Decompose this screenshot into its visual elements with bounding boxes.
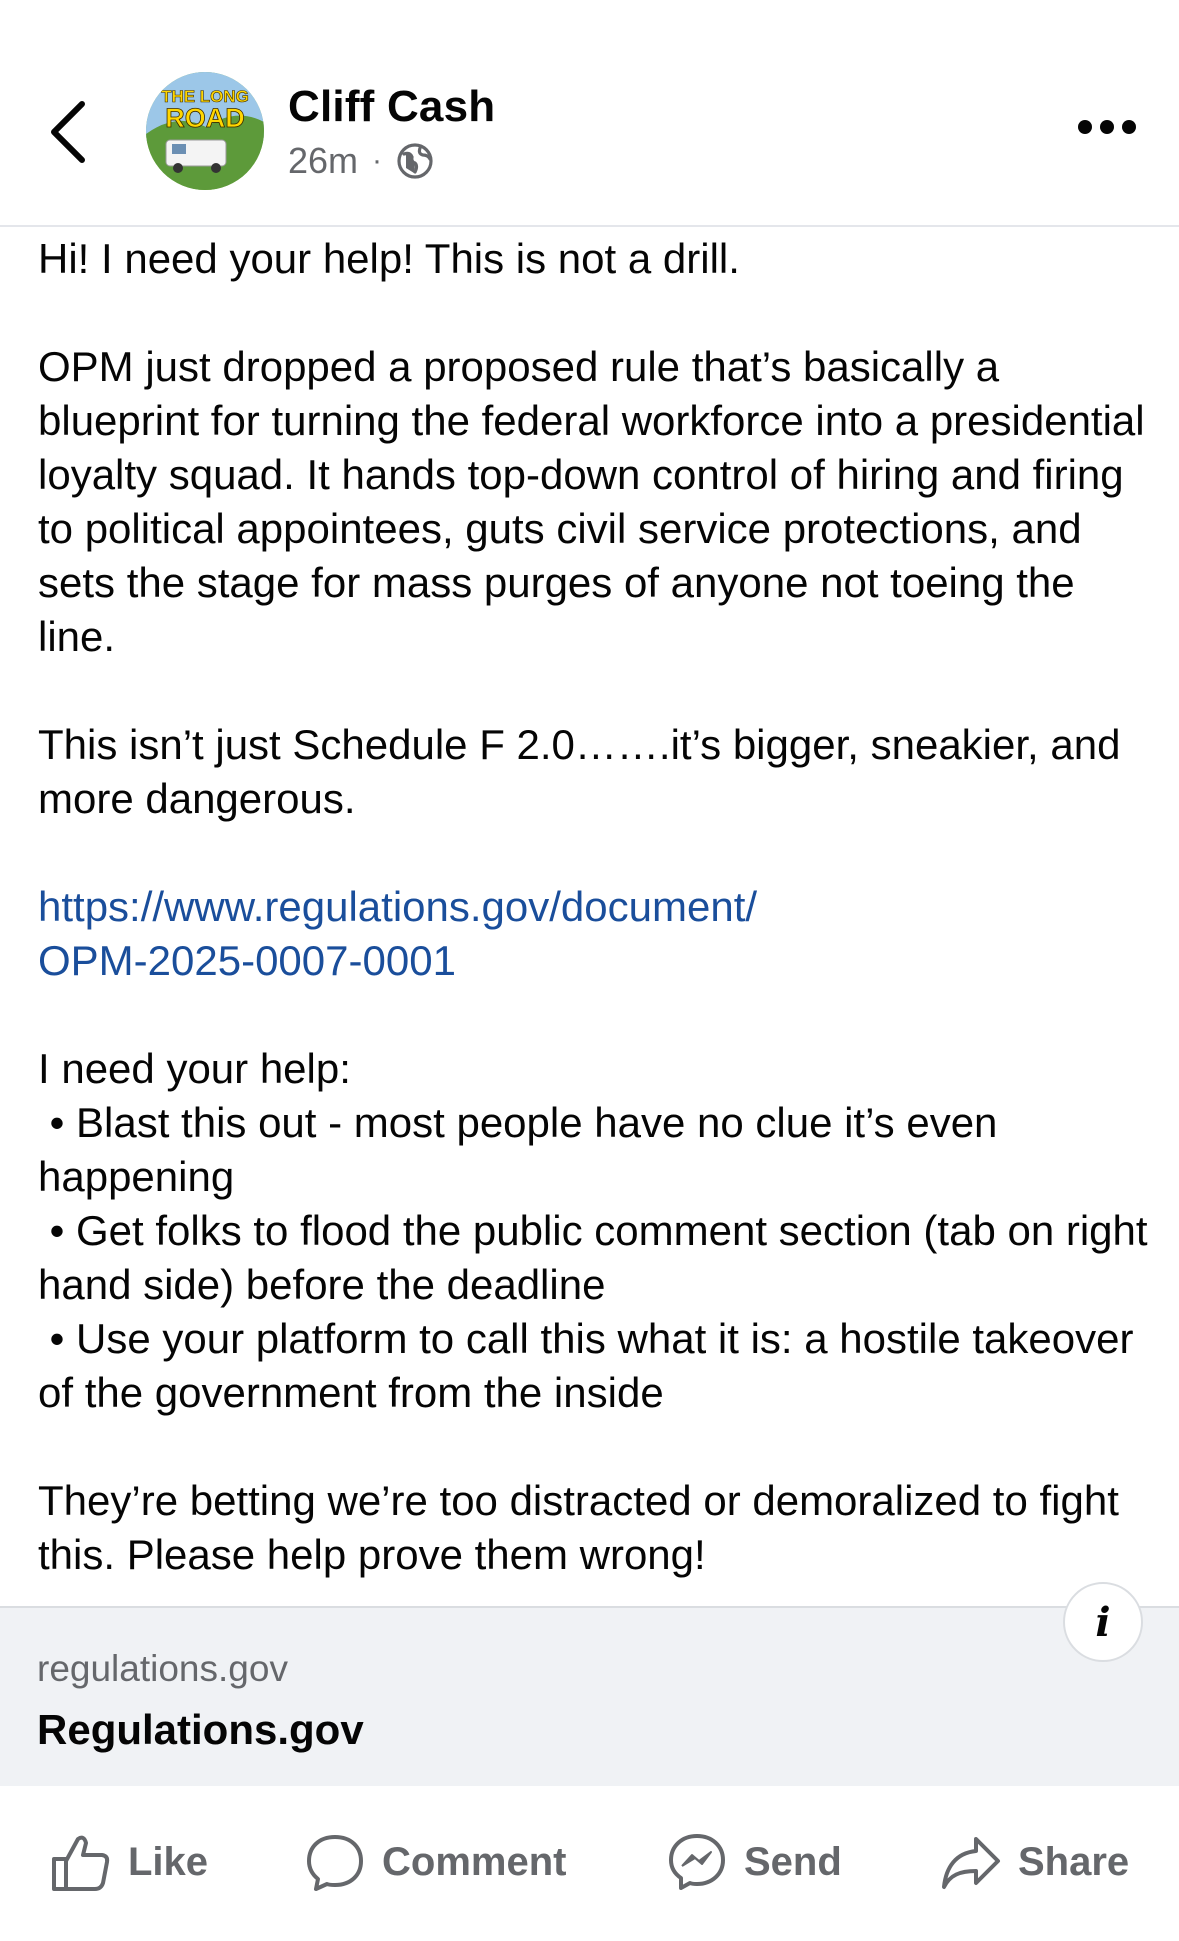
more-options-button[interactable] xyxy=(1076,116,1138,138)
author-name[interactable]: Cliff Cash xyxy=(288,82,496,131)
thumbs-up-icon xyxy=(50,1831,112,1893)
post-paragraph: They’re betting we’re too distracted or demoralized to fight this. Please help prove them wrong! xyxy=(38,1477,1119,1578)
post-paragraph: This isn’t just Schedule F 2.0…….it’s bigger, sneakier, and more dangerous. xyxy=(38,721,1121,822)
post-paragraph: Hi! I need your help! This is not a drill. xyxy=(38,235,740,282)
comment-bubble-icon xyxy=(304,1831,366,1893)
send-label: Send xyxy=(744,1839,842,1884)
meta-separator: · xyxy=(372,144,383,177)
link-title: Regulations.gov xyxy=(37,1706,364,1753)
post-link-line: https://www.regulations.gov/document/ xyxy=(38,883,758,930)
post-paragraph: OPM just dropped a proposed rule that’s basically a blueprint for turning the federal workforce into a presidential loyalty squad. It hands top-down control of hiring and firing to political appointees, guts civil service protections, and sets the stage for mass purges of anyone not toeing the line. xyxy=(38,343,1145,660)
post-link[interactable] xyxy=(38,880,1148,988)
send-button[interactable] xyxy=(666,1830,842,1894)
messenger-icon xyxy=(666,1831,728,1893)
link-domain: regulations.gov xyxy=(37,1648,288,1689)
share-label: Share xyxy=(1018,1839,1130,1884)
back-button[interactable] xyxy=(44,98,90,166)
post-header xyxy=(0,0,1179,227)
avatar-title-top: THE LONG xyxy=(161,87,249,106)
post-link-line: OPM-2025-0007-0001 xyxy=(38,937,456,984)
list-item: • Blast this out - most people have no clue it’s even happening xyxy=(38,1099,998,1200)
more-dots-icon xyxy=(1076,116,1138,138)
action-bar xyxy=(0,1786,1179,1941)
share-arrow-icon xyxy=(940,1831,1002,1893)
like-label: Like xyxy=(128,1839,209,1884)
avatar[interactable] xyxy=(146,72,264,190)
globe-icon xyxy=(396,142,434,180)
post-meta xyxy=(288,140,434,182)
post-body xyxy=(38,232,1148,1582)
list-item: • Use your platform to call this what it is: a hostile takeover of the government from the inside xyxy=(38,1315,1134,1416)
chevron-left-icon xyxy=(44,98,90,166)
link-preview-card[interactable] xyxy=(0,1598,1179,1788)
comment-label: Comment xyxy=(382,1839,567,1884)
info-button[interactable]: i xyxy=(1063,1582,1143,1662)
avatar-title-bottom: ROAD xyxy=(165,103,245,133)
share-button[interactable] xyxy=(940,1830,1129,1894)
post-timestamp[interactable]: 26m xyxy=(288,140,359,181)
list-item: • Get folks to flood the public comment section (tab on right hand side) before the deadline xyxy=(38,1207,1148,1308)
comment-button[interactable] xyxy=(304,1830,566,1894)
post-paragraph: I need your help: xyxy=(38,1045,351,1092)
like-button[interactable] xyxy=(50,1830,208,1894)
